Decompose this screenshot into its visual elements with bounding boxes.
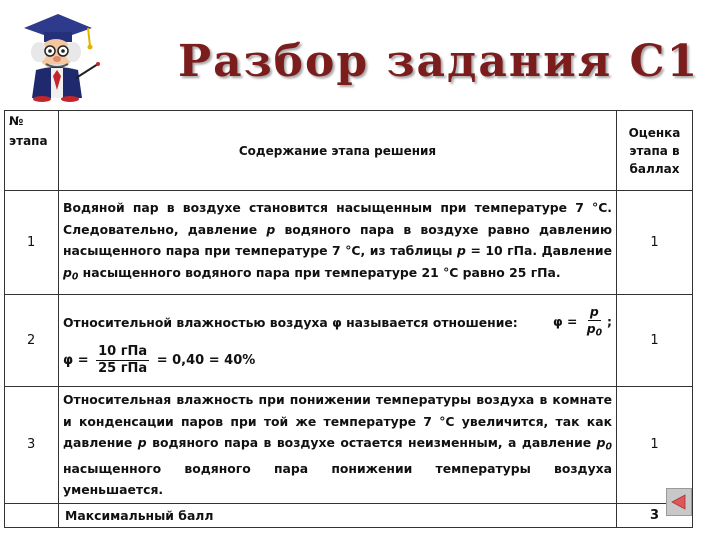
step-score: 1 — [617, 387, 693, 504]
header-step-score: Оценка этапа в баллах — [617, 111, 693, 191]
step-number: 2 — [5, 295, 59, 387]
calculation-formula: φ = $\frac{\text{10 гПа}}{\text{25 гПа}}$ = 0,40 = 40% — [63, 343, 256, 376]
step-text — [59, 295, 617, 387]
header-step-number: № этапа — [5, 111, 59, 191]
previous-slide-button[interactable] — [666, 488, 692, 516]
step-score: 1 — [617, 295, 693, 387]
header-step-content: Содержание этапа решения — [59, 111, 617, 191]
triangle-left-icon — [670, 493, 688, 511]
table-header-row — [5, 111, 693, 191]
page-title: Разбор задания С1 — [178, 36, 700, 87]
step-text: Водяной пар в воздухе становится насыщенным при температуре 7 °С. Следовательно, давление p водяного пара в воздухе равно давлению насыщенного пара при температуре 7 °С, из таблицы p = 10 гПа. Давление $p_0$ насыщенного водяного пара при температуре 21 °С равно 25 гПа. — [59, 191, 617, 295]
table-row — [5, 387, 693, 504]
solution-table — [4, 110, 693, 528]
max-score-value: 3 — [617, 503, 693, 527]
table-footer-row — [5, 503, 693, 527]
definition-formula: φ = $\frac{p}{p_0}$ ; — [552, 304, 612, 339]
footer-empty-cell — [5, 503, 59, 527]
step-score: 1 — [617, 191, 693, 295]
table-row — [5, 191, 693, 295]
definition-text: Относительной влажностью воздуха φ называется отношение: — [63, 315, 518, 331]
step-number: 3 — [5, 387, 59, 504]
max-score-label: Максимальный балл — [59, 503, 617, 527]
step-number: 1 — [5, 191, 59, 295]
step-text: Относительная влажность при понижении температуры воздуха в комнате и конденсации паров при той же температуре 7 °С увеличится, так как давление p водяного пара в воздухе остается неизменным, а давление $p_0$ насыщенного водяного пара понижении температуры воздуха уменьшается. — [59, 387, 617, 504]
table-row — [5, 295, 693, 387]
professor-mascot-icon — [6, 6, 102, 102]
